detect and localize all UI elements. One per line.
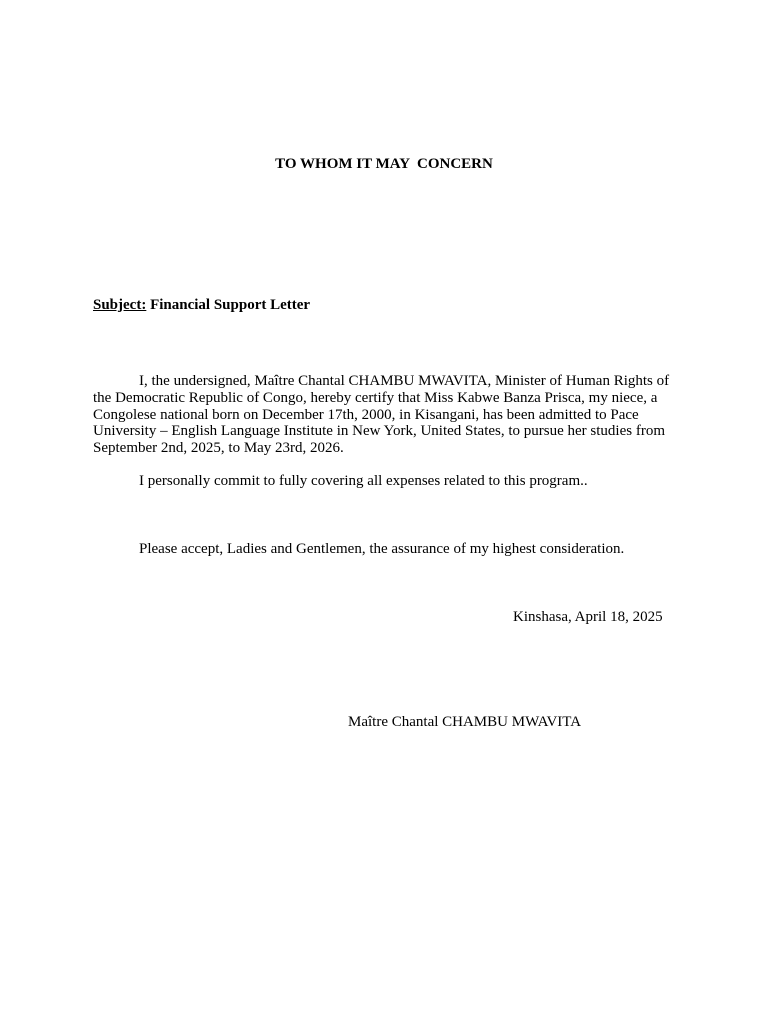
subject-text: Financial Support Letter	[150, 297, 311, 313]
subject-label: Subject:	[93, 297, 147, 313]
body-paragraph-certification: I, the undersigned, Maître Chantal CHAMBU MWAVITA, Minister of Human Rights of the Democratic Republic of Congo, hereby certify that Miss Kabwe Banza Prisca, my niece, a Congolese national born on December 17th, 2000, in Kisangani, has been admitted to Pace University – English Language Institute in New York, United States, to pursue her studies from September 2nd, 2025, to May 23rd, 2026.	[93, 373, 670, 457]
subject-line	[93, 297, 310, 314]
body-paragraph-closing: Please accept, Ladies and Gentlemen, the assurance of my highest consideration.	[139, 541, 625, 557]
signatory-name: Maître Chantal CHAMBU MWAVITA	[348, 714, 582, 730]
place-and-date: Kinshasa, April 18, 2025	[513, 609, 663, 625]
letter-heading: TO WHOM IT MAY CONCERN	[275, 156, 493, 172]
body-paragraph-commitment: I personally commit to fully covering all expenses related to this program..	[139, 473, 588, 489]
